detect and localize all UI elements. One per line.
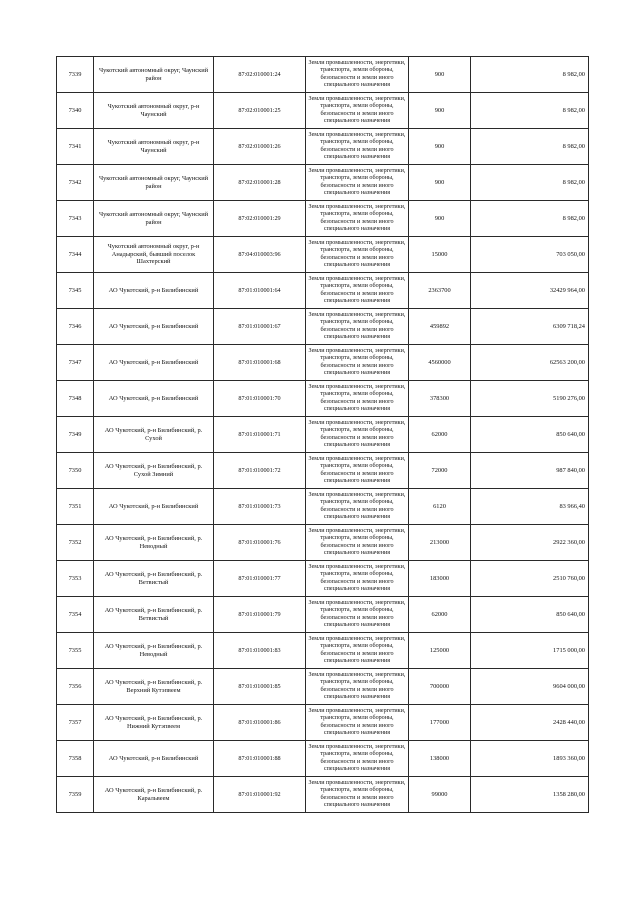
cadastral-cost-cell: 2510 760,00: [471, 561, 589, 597]
table-row: [57, 381, 589, 417]
row-number: 7346: [57, 309, 94, 345]
cadastral-cost-cell: 987 840,00: [471, 453, 589, 489]
table-row: [57, 273, 589, 309]
area-cell: 183000: [409, 561, 471, 597]
address-cell: АО Чукотский, р-н Билибинский, р. Нижний Кутэпвеем: [94, 705, 214, 741]
row-number: 7358: [57, 741, 94, 777]
area-cell: 4560000: [409, 345, 471, 381]
address-cell: Чукотский автономный округ, р-н Анадырский, бывший поселок Шахтерский: [94, 237, 214, 273]
area-cell: 459892: [409, 309, 471, 345]
row-number: 7347: [57, 345, 94, 381]
address-cell: АО Чукотский, р-н Билибинский, р. Сухой Зимний: [94, 453, 214, 489]
row-number: 7359: [57, 777, 94, 813]
table-row: [57, 525, 589, 561]
row-number: 7350: [57, 453, 94, 489]
cadastral-number-cell: 87:01:010001:71: [214, 417, 306, 453]
cadastral-cost-cell: 32429 964,00: [471, 273, 589, 309]
row-number: 7345: [57, 273, 94, 309]
land-category-cell: Земли промышленности, энергетики, транспорта, земли обороны, безопасности и земли иного специального назначения: [306, 57, 409, 93]
cadastral-number-cell: 87:01:010001:68: [214, 345, 306, 381]
address-cell: АО Чукотский, р-н Билибинский, р. Ветвистый: [94, 561, 214, 597]
cadastral-cost-cell: 1715 000,00: [471, 633, 589, 669]
row-number: 7340: [57, 93, 94, 129]
row-number: 7353: [57, 561, 94, 597]
cadastral-cost-cell: 850 640,00: [471, 417, 589, 453]
cadastral-number-cell: 87:01:010001:83: [214, 633, 306, 669]
area-cell: 99000: [409, 777, 471, 813]
land-category-cell: Земли промышленности, энергетики, транспорта, земли обороны, безопасности и земли иного специального назначения: [306, 273, 409, 309]
table-row: [57, 777, 589, 813]
land-registry-table: [56, 56, 589, 813]
area-cell: 900: [409, 201, 471, 237]
land-category-cell: Земли промышленности, энергетики, транспорта, земли обороны, безопасности и земли иного специального назначения: [306, 597, 409, 633]
area-cell: 2363700: [409, 273, 471, 309]
cadastral-number-cell: 87:02:010001:29: [214, 201, 306, 237]
row-number: 7339: [57, 57, 94, 93]
table-row: [57, 669, 589, 705]
area-cell: 213000: [409, 525, 471, 561]
cadastral-number-cell: 87:04:010003:96: [214, 237, 306, 273]
table-row: [57, 489, 589, 525]
address-cell: АО Чукотский, р-н Билибинский: [94, 309, 214, 345]
area-cell: 900: [409, 165, 471, 201]
cadastral-cost-cell: 6309 718,24: [471, 309, 589, 345]
address-cell: АО Чукотский, р-н Билибинский, р. Каральвеем: [94, 777, 214, 813]
address-cell: АО Чукотский, р-н Билибинский: [94, 381, 214, 417]
address-cell: АО Чукотский, р-н Билибинский: [94, 273, 214, 309]
row-number: 7354: [57, 597, 94, 633]
cadastral-cost-cell: 1358 280,00: [471, 777, 589, 813]
land-category-cell: Земли промышленности, энергетики, транспорта, земли обороны, безопасности и земли иного специального назначения: [306, 705, 409, 741]
land-category-cell: Земли промышленности, энергетики, транспорта, земли обороны, безопасности и земли иного специального назначения: [306, 381, 409, 417]
row-number: 7348: [57, 381, 94, 417]
cadastral-number-cell: 87:01:010001:85: [214, 669, 306, 705]
table-row: [57, 93, 589, 129]
table-body: [57, 57, 589, 813]
table-row: [57, 561, 589, 597]
land-category-cell: Земли промышленности, энергетики, транспорта, земли обороны, безопасности и земли иного специального назначения: [306, 309, 409, 345]
address-cell: Чукотский автономный округ, Чаунский район: [94, 165, 214, 201]
area-cell: 6120: [409, 489, 471, 525]
row-number: 7351: [57, 489, 94, 525]
row-number: 7349: [57, 417, 94, 453]
land-category-cell: Земли промышленности, энергетики, транспорта, земли обороны, безопасности и земли иного специального назначения: [306, 201, 409, 237]
area-cell: 15000: [409, 237, 471, 273]
row-number: 7342: [57, 165, 94, 201]
cadastral-cost-cell: 1893 360,00: [471, 741, 589, 777]
land-category-cell: Земли промышленности, энергетики, транспорта, земли обороны, безопасности и земли иного специального назначения: [306, 741, 409, 777]
row-number: 7355: [57, 633, 94, 669]
cadastral-number-cell: 87:01:010001:77: [214, 561, 306, 597]
address-cell: Чукотский автономный округ, р-н Чаунский: [94, 129, 214, 165]
cadastral-number-cell: 87:01:010001:76: [214, 525, 306, 561]
cadastral-number-cell: 87:02:010001:24: [214, 57, 306, 93]
area-cell: 378300: [409, 381, 471, 417]
row-number: 7356: [57, 669, 94, 705]
address-cell: АО Чукотский, р-н Билибинский: [94, 345, 214, 381]
cadastral-number-cell: 87:01:010001:64: [214, 273, 306, 309]
area-cell: 62000: [409, 417, 471, 453]
cadastral-number-cell: 87:01:010001:72: [214, 453, 306, 489]
cadastral-number-cell: 87:01:010001:79: [214, 597, 306, 633]
address-cell: АО Чукотский, р-н Билибинский, р. Неводный: [94, 525, 214, 561]
land-category-cell: Земли промышленности, энергетики, транспорта, земли обороны, безопасности и земли иного специального назначения: [306, 669, 409, 705]
table-row: [57, 237, 589, 273]
table-row: [57, 633, 589, 669]
table-row: [57, 705, 589, 741]
address-cell: АО Чукотский, р-н Билибинский, р. Ветвистый: [94, 597, 214, 633]
row-number: 7357: [57, 705, 94, 741]
area-cell: 138000: [409, 741, 471, 777]
table-row: [57, 417, 589, 453]
address-cell: АО Чукотский, р-н Билибинский, р. Верхний Кутэпвеем: [94, 669, 214, 705]
table-row: [57, 453, 589, 489]
cadastral-number-cell: 87:01:010001:73: [214, 489, 306, 525]
cadastral-number-cell: 87:01:010001:67: [214, 309, 306, 345]
table-row: [57, 57, 589, 93]
area-cell: 700000: [409, 669, 471, 705]
land-category-cell: Земли промышленности, энергетики, транспорта, земли обороны, безопасности и земли иного специального назначения: [306, 525, 409, 561]
area-cell: 900: [409, 129, 471, 165]
cadastral-number-cell: 87:01:010001:86: [214, 705, 306, 741]
land-category-cell: Земли промышленности, энергетики, транспорта, земли обороны, безопасности и земли иного специального назначения: [306, 129, 409, 165]
cadastral-cost-cell: 8 982,00: [471, 165, 589, 201]
land-category-cell: Земли промышленности, энергетики, транспорта, земли обороны, безопасности и земли иного специального назначения: [306, 489, 409, 525]
row-number: 7352: [57, 525, 94, 561]
cadastral-cost-cell: 9604 000,00: [471, 669, 589, 705]
land-category-cell: Земли промышленности, энергетики, транспорта, земли обороны, безопасности и земли иного специального назначения: [306, 237, 409, 273]
table-row: [57, 201, 589, 237]
address-cell: Чукотский автономный округ, Чаунский район: [94, 57, 214, 93]
cadastral-cost-cell: 703 050,00: [471, 237, 589, 273]
land-category-cell: Земли промышленности, энергетики, транспорта, земли обороны, безопасности и земли иного специального назначения: [306, 453, 409, 489]
cadastral-cost-cell: 2922 360,00: [471, 525, 589, 561]
row-number: 7343: [57, 201, 94, 237]
table-row: [57, 309, 589, 345]
cadastral-cost-cell: 2428 440,00: [471, 705, 589, 741]
land-category-cell: Земли промышленности, энергетики, транспорта, земли обороны, безопасности и земли иного специального назначения: [306, 93, 409, 129]
land-category-cell: Земли промышленности, энергетики, транспорта, земли обороны, безопасности и земли иного специального назначения: [306, 345, 409, 381]
cadastral-number-cell: 87:02:010001:25: [214, 93, 306, 129]
table-row: [57, 597, 589, 633]
address-cell: АО Чукотский, р-н Билибинский, р. Неводный: [94, 633, 214, 669]
cadastral-number-cell: 87:01:010001:70: [214, 381, 306, 417]
cadastral-cost-cell: 8 982,00: [471, 201, 589, 237]
land-category-cell: Земли промышленности, энергетики, транспорта, земли обороны, безопасности и земли иного специального назначения: [306, 165, 409, 201]
table-row: [57, 345, 589, 381]
cadastral-cost-cell: 850 640,00: [471, 597, 589, 633]
cadastral-cost-cell: 8 982,00: [471, 129, 589, 165]
area-cell: 72000: [409, 453, 471, 489]
area-cell: 900: [409, 57, 471, 93]
address-cell: АО Чукотский, р-н Билибинский: [94, 741, 214, 777]
address-cell: Чукотский автономный округ, р-н Чаунский: [94, 93, 214, 129]
cadastral-cost-cell: 62563 200,00: [471, 345, 589, 381]
address-cell: АО Чукотский, р-н Билибинский, р. Сухой: [94, 417, 214, 453]
cadastral-cost-cell: 8 982,00: [471, 57, 589, 93]
cadastral-cost-cell: 8 982,00: [471, 93, 589, 129]
cadastral-number-cell: 87:01:010001:92: [214, 777, 306, 813]
cadastral-number-cell: 87:02:010001:28: [214, 165, 306, 201]
cadastral-cost-cell: 5190 276,00: [471, 381, 589, 417]
row-number: 7341: [57, 129, 94, 165]
cadastral-cost-cell: 83 966,40: [471, 489, 589, 525]
area-cell: 125000: [409, 633, 471, 669]
table-row: [57, 129, 589, 165]
cadastral-number-cell: 87:01:010001:88: [214, 741, 306, 777]
area-cell: 177000: [409, 705, 471, 741]
land-category-cell: Земли промышленности, энергетики, транспорта, земли обороны, безопасности и земли иного специального назначения: [306, 417, 409, 453]
land-category-cell: Земли промышленности, энергетики, транспорта, земли обороны, безопасности и земли иного специального назначения: [306, 633, 409, 669]
land-category-cell: Земли промышленности, энергетики, транспорта, земли обороны, безопасности и земли иного специального назначения: [306, 777, 409, 813]
row-number: 7344: [57, 237, 94, 273]
address-cell: АО Чукотский, р-н Билибинский: [94, 489, 214, 525]
cadastral-number-cell: 87:02:010001:26: [214, 129, 306, 165]
area-cell: 62000: [409, 597, 471, 633]
table-row: [57, 741, 589, 777]
address-cell: Чукотский автономный округ, Чаунский район: [94, 201, 214, 237]
area-cell: 900: [409, 93, 471, 129]
land-category-cell: Земли промышленности, энергетики, транспорта, земли обороны, безопасности и земли иного специального назначения: [306, 561, 409, 597]
table-row: [57, 165, 589, 201]
